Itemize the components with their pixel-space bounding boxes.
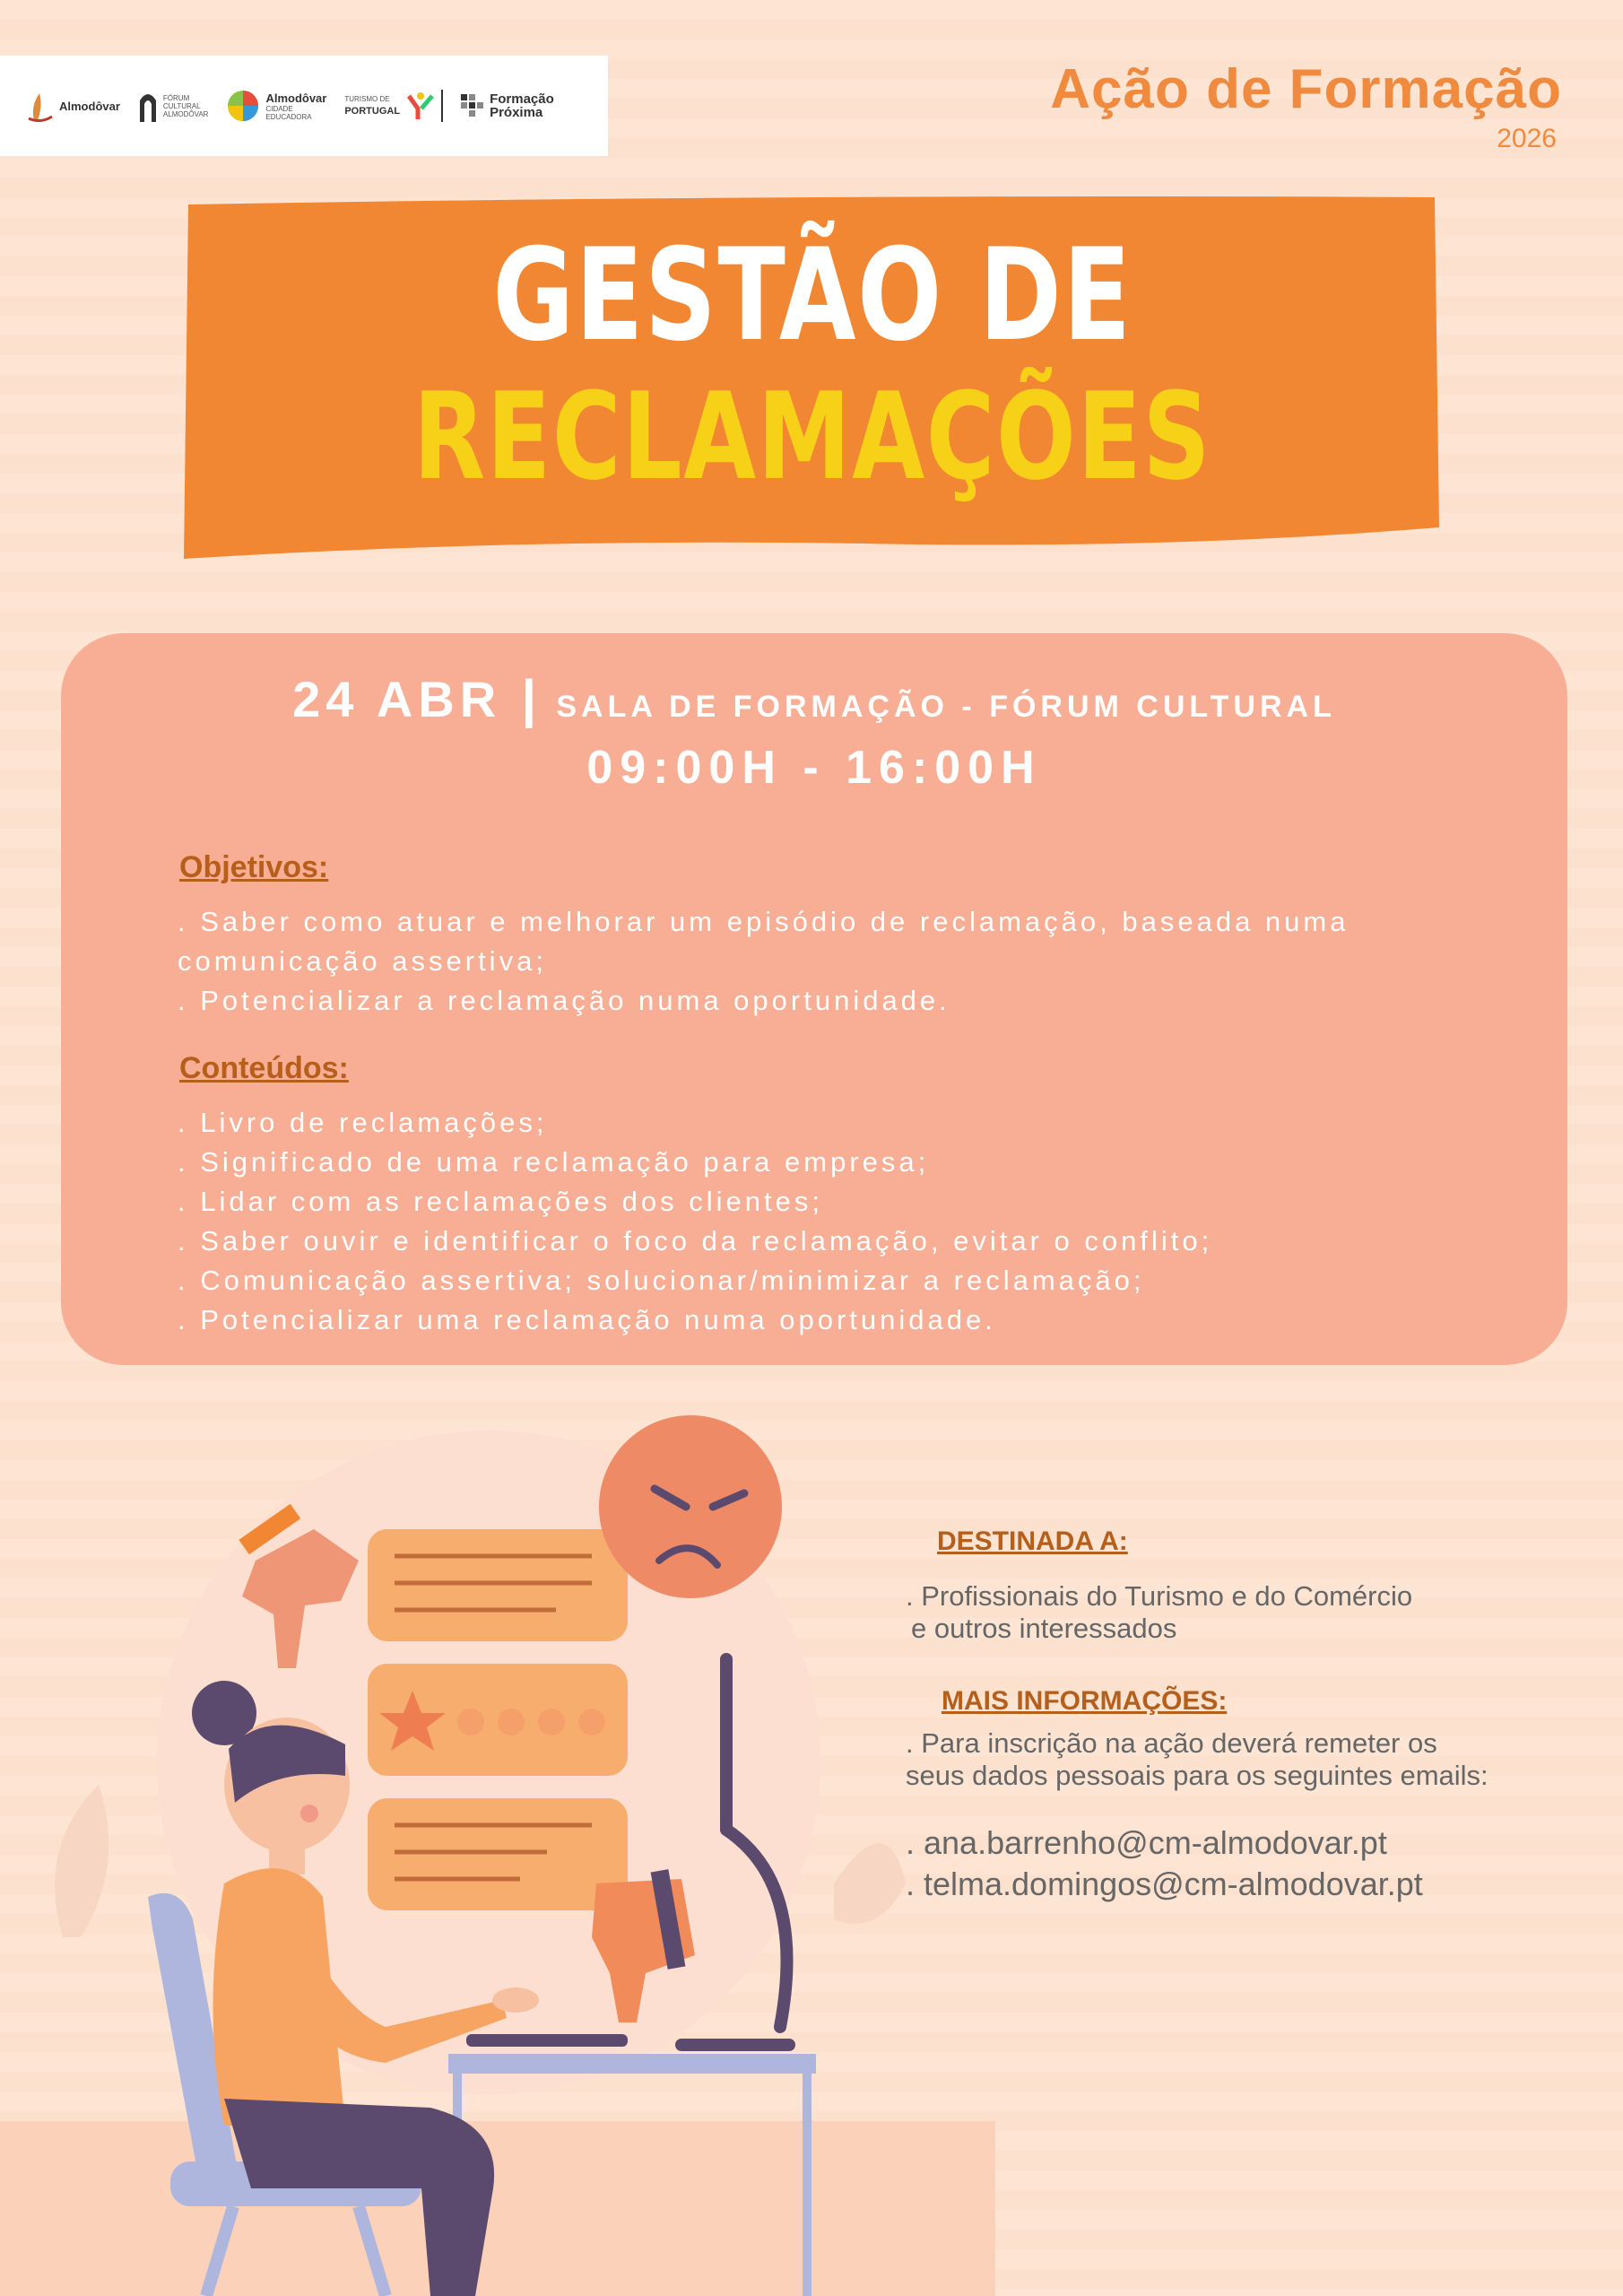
date-location-line	[61, 669, 1567, 729]
forum-arch-icon	[138, 88, 158, 124]
title-banner-text	[179, 224, 1445, 507]
objetivos-list	[178, 902, 1523, 1021]
header-year: 2026	[1497, 124, 1557, 153]
mais-info-text	[906, 1727, 1488, 1792]
turismo-portugal-logo	[344, 90, 443, 122]
formacao-logo-line2: Próxima	[490, 105, 543, 120]
destinada-line2: e outros interessados	[911, 1613, 1177, 1644]
formacao-grid-icon	[461, 94, 484, 117]
conteudos-item: . Potencializar uma reclamação numa oportunidade.	[178, 1304, 996, 1335]
event-date: 24 ABR	[292, 671, 502, 727]
mais-info-heading	[942, 1686, 1227, 1717]
almodovar-emblem-icon	[27, 88, 54, 124]
objetivos-heading: Objetivos:	[179, 850, 329, 884]
turismo-logo-line2: PORTUGAL	[344, 106, 401, 117]
objetivos-item: . Saber como atuar e melhorar um episódio de reclamação, baseada numa	[178, 906, 1350, 937]
angry-face-icon	[599, 1415, 782, 1598]
mais-info-line2: seus dados pessoais para os seguintes emails:	[906, 1760, 1488, 1791]
contact-emails	[906, 1822, 1423, 1905]
almodovar-logo	[27, 88, 120, 124]
cidade-logo-sub1: CIDADE	[265, 104, 293, 113]
cidade-logo-name: Almodôvar	[265, 91, 327, 105]
header-block	[1050, 56, 1562, 154]
objetivos-item: comunicação assertiva;	[178, 945, 547, 977]
complaint-illustration	[0, 1381, 995, 2296]
destinada-line1: . Profissionais do Turismo e do Comércio	[906, 1580, 1413, 1612]
almodovar-logo-text: Almodôvar	[59, 99, 120, 113]
cidade-educadora-icon	[226, 89, 260, 123]
plant-left-icon	[55, 1785, 108, 1937]
keyboard-icon	[466, 2034, 628, 2047]
event-time: 09:00H - 16:00H	[586, 742, 1042, 794]
forum-logo-line2: CULTURAL	[162, 101, 201, 110]
conteudos-item: . Saber ouvir e identificar o foco da reclamação, evitar o conflito;	[178, 1225, 1213, 1257]
event-location: SALA DE FORMAÇÃO - FÓRUM CULTURAL	[556, 690, 1336, 724]
conteudos-heading: Conteúdos:	[179, 1051, 349, 1085]
destinada-text	[906, 1580, 1412, 1645]
formacao-proxima-logo	[461, 92, 554, 119]
logo-strip	[0, 56, 608, 156]
objetivos-item: . Potencializar a reclamação numa oportunidade.	[178, 985, 950, 1016]
destinada-heading-text: DESTINADA A:	[937, 1526, 1128, 1556]
date-separator: |	[521, 670, 536, 728]
email-link-2[interactable]: . telma.domingos@cm-almodovar.pt	[906, 1866, 1423, 1902]
turismo-logo-line1: TURISMO DE	[344, 95, 390, 103]
destinada-heading	[937, 1526, 1128, 1557]
conteudos-item: . Lidar com as reclamações dos clientes;	[178, 1186, 823, 1217]
conteudos-list	[178, 1103, 1523, 1340]
conteudos-item: . Livro de reclamações;	[178, 1107, 548, 1138]
mais-info-line1: . Para inscrição na ação deverá remeter os	[906, 1727, 1437, 1759]
logo-separator	[441, 90, 443, 122]
forum-logo-line1: FÓRUM	[162, 93, 190, 102]
info-box	[61, 633, 1567, 1365]
plant-right-icon	[834, 1843, 906, 1924]
cidade-logo-sub2: EDUCADORA	[265, 112, 312, 121]
mais-info-heading-text: MAIS INFORMAÇÕES:	[942, 1686, 1228, 1716]
formacao-logo-line1: Formação	[490, 91, 554, 107]
conteudos-item: . Comunicação assertiva; solucionar/minimizar a reclamação;	[178, 1265, 1145, 1296]
title-line1: GESTÃO DE	[492, 222, 1133, 370]
forum-cultural-logo	[138, 88, 209, 124]
conteudos-item: . Significado de uma reclamação para empresa;	[178, 1146, 930, 1178]
forum-logo-line3: ALMODÔVAR	[162, 109, 209, 118]
cidade-educadora-logo	[226, 89, 326, 123]
turismo-emblem-icon	[405, 91, 436, 121]
header-title: Ação de Formação	[1050, 58, 1562, 120]
email-link-1[interactable]: . ana.barrenho@cm-almodovar.pt	[906, 1824, 1387, 1861]
title-line2: RECLAMAÇÕES	[412, 367, 1212, 507]
